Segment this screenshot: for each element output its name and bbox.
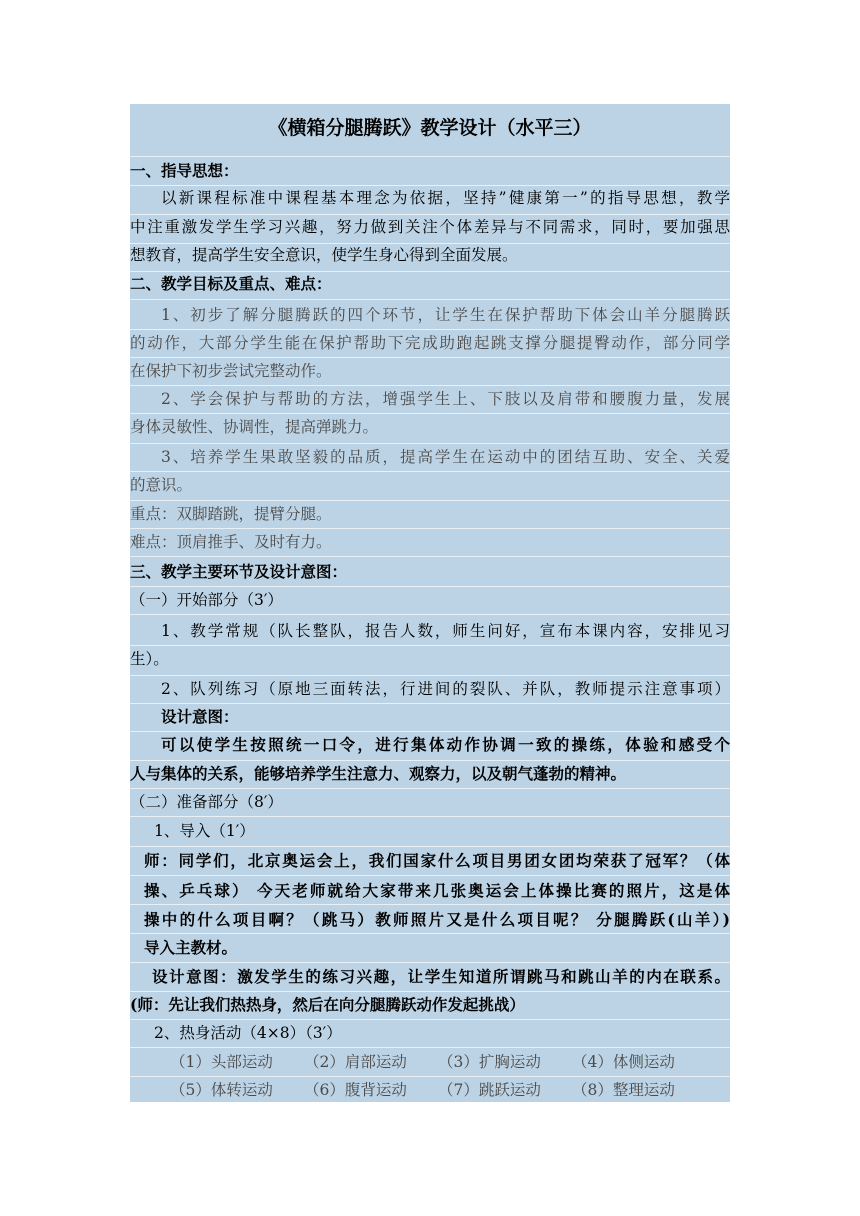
section-heading-objectives: 二、教学目标及重点、难点：	[130, 274, 332, 293]
opening-item-1-line: 生）。	[130, 650, 169, 668]
intent-2-line: 设计意图：激发学生的练习兴趣，让学生知道所谓跳马和跳山羊的内在联系。	[152, 967, 730, 986]
row-divider	[130, 556, 730, 557]
document-title: 《横箱分腿腾跃》教学设计（水平三）	[268, 117, 592, 139]
intro-heading: 1、导入（1′）	[154, 822, 255, 840]
warmup-item: （1）头部运动	[170, 1053, 273, 1071]
intro-line: 操、乒乓球） 今天老师就给大家带来几张奥运会上体操比赛的照片，这是体	[144, 881, 730, 900]
warmup-item: （7）跳跃运动	[438, 1081, 541, 1099]
intro-line: 导入主教材。	[144, 938, 238, 957]
row-divider	[130, 904, 730, 905]
warmup-item: （3）扩胸运动	[438, 1053, 541, 1071]
document-page	[130, 104, 730, 1102]
intro-line: 师：同学们，北京奥运会上，我们国家什么项目男团女团均荣获了冠军？（体	[144, 851, 730, 870]
paragraph-line: 中注重激发学生学习兴趣，努力做到关注个体差异与不同需求，同时，要加强思	[130, 218, 730, 236]
design-intent-line: 可以使学生按照统一口令，进行集体动作协调一致的操练，体验和感受个	[161, 735, 730, 754]
warmup-item: （8）整理运动	[572, 1081, 675, 1099]
objective-2-line: 身体灵敏性、协调性，提高弹跳力。	[130, 418, 379, 436]
row-divider	[130, 875, 730, 876]
warmup-item: （5）体转运动	[170, 1081, 273, 1099]
design-intent-line: 人与集体的关系，能够培养学生注意力、观察力，以及朝气蓬勃的精神。	[130, 764, 627, 783]
warmup-items-row-1	[170, 1048, 706, 1076]
section-heading-main-steps: 三、教学主要环节及设计意图：	[130, 562, 348, 581]
key-point: 重点：双脚踏跳，提臂分腿。	[130, 505, 332, 523]
row-divider	[130, 614, 730, 615]
paragraph-line: 以新课程标准中课程基本理念为依据，坚持”健康第一”的指导思想，教学	[161, 189, 730, 207]
warmup-item: （2）肩部运动	[304, 1053, 407, 1071]
objective-3-line: 3、培养学生果敢坚毅的品质，提高学生在运动中的团结互助、安全、关爱	[161, 448, 730, 466]
intro-line: 操中的什么项目啊？（跳马）教师照片又是什么项目呢？ 分腿腾跃(山羊）)	[144, 910, 730, 929]
opening-item-1-line: 1、教学常规（队长整队，报告人数，师生问好，宣布本课内容，安排见习	[161, 622, 730, 640]
warmup-items-row-2	[170, 1076, 706, 1104]
objective-3-line: 的意识。	[130, 476, 193, 494]
part-heading-opening: （一）开始部分（3′）	[130, 591, 283, 609]
warmup-heading: 2、热身活动（4×8）（3′）	[154, 1024, 342, 1042]
objective-1-line: 1、初步了解分腿腾跃的四个环节，让学生在保护帮助下体会山羊分腿腾跃	[161, 306, 730, 324]
objective-1-line: 在保护下初步尝试完整动作。	[130, 362, 332, 380]
opening-item-2: 2、队列练习（原地三面转法，行进间的裂队、并队，教师提示注意事项）	[161, 680, 730, 698]
design-intent-label: 设计意图：	[161, 707, 239, 726]
row-divider	[130, 645, 730, 646]
intent-2-line: (师：先让我们热热身，然后在向分腿腾跃动作发起挑战）	[130, 995, 525, 1014]
difficulty-point: 难点：顶肩推手、及时有力。	[130, 533, 332, 551]
objective-2-line: 2、学会保护与帮助的方法，增强学生上、下肢以及肩带和腰腹力量，发展	[161, 390, 730, 408]
section-heading-guiding-thought: 一、指导思想：	[130, 161, 239, 180]
objective-1-line: 的动作，大部分学生能在保护帮助下完成助跑起跳支撑分腿提臀动作，部分同学	[130, 334, 730, 352]
part-heading-preparation: （二）准备部分（8′）	[130, 793, 283, 811]
row-divider	[130, 471, 730, 472]
warmup-item: （4）体侧运动	[572, 1053, 675, 1071]
row-divider	[130, 299, 730, 300]
warmup-item: （6）腹背运动	[304, 1081, 407, 1099]
paragraph-line: 想教育，提高学生安全意识，使学生身心得到全面发展。	[130, 246, 518, 264]
